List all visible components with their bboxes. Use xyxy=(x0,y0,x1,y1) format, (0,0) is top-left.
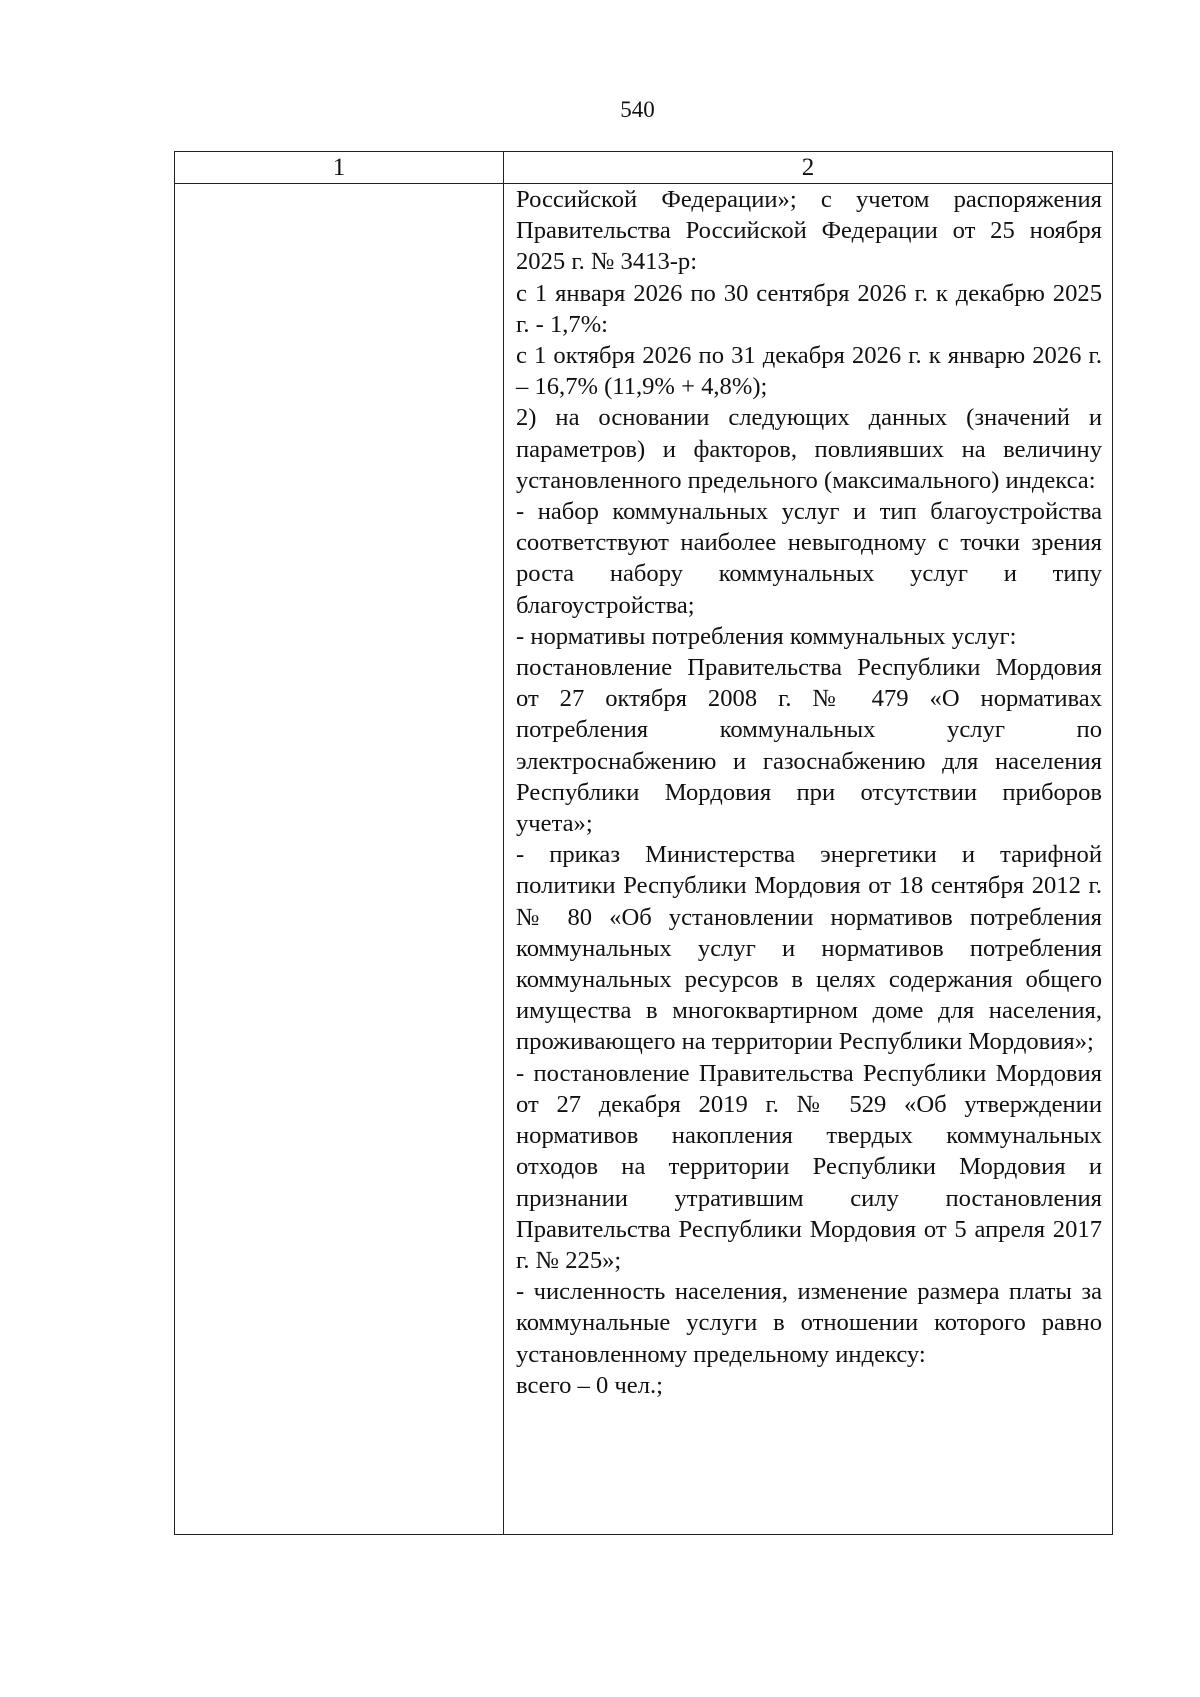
paragraph-3: с 1 октября 2026 по 31 декабря 2026 г. к январю 2026 г. – 16,7% (11,9% + 4,8%); xyxy=(516,342,1102,401)
paragraph-9: - постановление Правительства Республики Мордовия от 27 декабря 2019 г. № 529 «Об утверждении нормативов накопления твердых коммунальных отходов на территории Республики Мордовия и признании утратившим силу постановления Правительства Республики Мордовия от 5 апреля 2017 г. № 225»; xyxy=(516,1059,1102,1274)
column-header-1: 1 xyxy=(175,152,504,184)
paragraph-1: Российской Федерации»; с учетом распоряжения Правительства Российской Федерации от 25 ноября 2025 г. № 3413-р: xyxy=(516,186,1102,276)
paragraph-2: с 1 января 2026 по 30 сентября 2026 г. к декабрю 2025 г. - 1,7%: xyxy=(516,279,1102,338)
table-row xyxy=(175,184,1113,1535)
paragraph-4: 2) на основании следующих данных (значений и параметров) и факторов, повлиявших на величину установленного предельного (максимального) индекса: xyxy=(516,404,1102,494)
paragraph-7: постановление Правительства Республики Мордовия от 27 октября 2008 г. № 479 «О нормативах потребления коммунальных услуг по электроснабжению и газоснабжению для населения Республики Мордовия при отсутствии приборов учета»; xyxy=(516,654,1102,838)
paragraph-10: - численность населения, изменение размера платы за коммунальные услуги в отношении которого равно установленному предельному индексу: xyxy=(516,1278,1102,1368)
paragraph-8: - приказ Министерства энергетики и тарифной политики Республики Мордовия от 18 сентября 2012 г. № 80 «Об установлении нормативов потребления коммунальных услуг и нормативов потребления коммунальных ресурсов в целях содержания общего имущества в многоквартирном доме для населения, проживающего на территории Республики Мордовия»; xyxy=(516,841,1102,1056)
table-header-row xyxy=(175,152,1113,184)
page-number: 540 xyxy=(620,97,655,122)
left-cell xyxy=(175,184,504,1535)
right-cell xyxy=(504,184,1113,1535)
paragraph-6: - нормативы потребления коммунальных услуг: xyxy=(516,622,1017,650)
paragraph-5: - набор коммунальных услуг и тип благоустройства соответствуют наиболее невыгодному с точки зрения роста набору коммунальных услуг и типу благоустройства; xyxy=(516,498,1102,619)
column-header-2: 2 xyxy=(504,152,1113,184)
document-table xyxy=(174,151,1113,1535)
paragraph-11: всего – 0 чел.; xyxy=(516,1371,663,1399)
